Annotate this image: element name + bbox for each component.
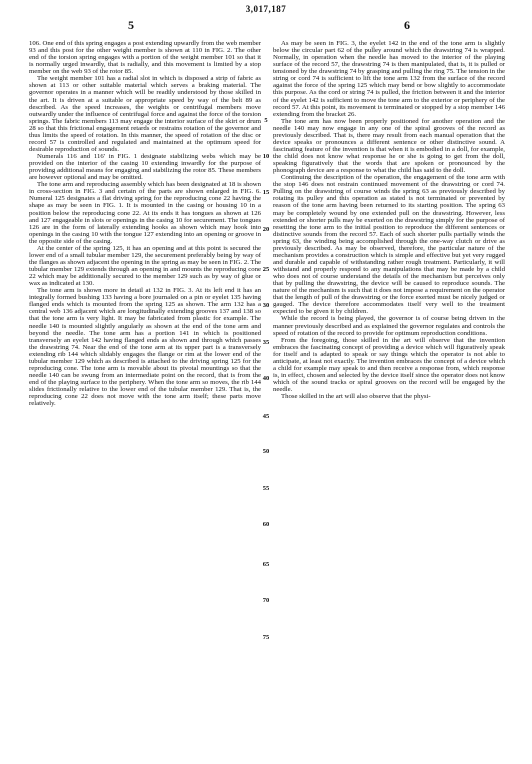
patent-number: 3,017,187 [245,4,287,14]
paragraph: While the record is being played, the governor is of course being driven in the manner previously described and as explained the governor regulates and controls the speed of rotation of the record to provide for optimum reproduction conditions. [273,315,505,337]
paragraph: Numerals 116 and 116' in FIG. 1 designate stabilizing webs which may be provided on the interior of the casing 10 extending inwardly for the purpose of providing additional means for engaging and stabilizing the rotor 85. These members are however optional and may be omitted. [29,153,261,182]
line-number: 60 [262,521,270,528]
paragraph: 106. One end of this spring engages a post extending upwardly from the web member 93 and this post for the other weight member is shown at 110 in FIG. 2. The other end of the torsion spring engages with a portion of the weight member 101 so that it is normally urged inwardly, that is radially, and this movement is limited by a stop member on the web 93 of the rotor 85. [29,40,261,76]
line-number: 15 [262,189,270,196]
paragraph: From the foregoing, those skilled in the art will observe that the invention embraces the fascinating concept of providing a device which will figuratively speak for itself and is adapted to speak or say things which the operator is not able to anticipate, at least not exactly. The invention embraces the concept of a device which a child for example may speak to and then receive a response from, which response is, in effect, chosen and selected by the device itself since the operator does not know which of the sound tracks or spiral grooves on the record will be engaged by the needle. [273,336,505,394]
left-text-column [29,40,261,758]
paragraph: The weight member 101 has a radial slot in which is disposed a strip of fabric as shown at 113 or other suitable material which serves a braking material. The governor operates in a manner which will be readily understood by those skilled in the art. It is driven at a suitable or appropriate speed by way of the belt 89 as described. As the speed increases, the weights or centrifugal members move outwardly under the influence of centrifugal force and against the force of the torsion springs. The fabric members 113 may engage the interior surface of the skirt or drum 28 so that this frictional engagement retards or restrains rotation of the governor and thus limits the speed of rotation. In this manner, the speed of rotation of the disc or record 57 is controlled and regulated and maintained at the optimum speed for desirable reproduction of sounds. [29,75,261,153]
right-text-column [273,40,505,758]
line-number: 25 [262,266,270,273]
line-number-gutter [260,40,272,758]
line-number: 40 [262,375,270,382]
line-number: 35 [262,339,270,346]
paragraph: At the center of the spring 125, it has an opening and at this point is secured the lower end of a small tubular member 129, the securement preferably being by way of the flanges as shown adjacent the opening in the spring as may be seen in FIG. 2. The tubular member 129 extends through an opening in and mounts the reproducing cone 22 which may be additionally secured to the member 129 such as by way of glue or wax as indicated at 130. [29,244,261,288]
page-header [0,4,532,38]
line-number: 65 [262,561,270,568]
line-number: 20 [262,226,270,233]
line-number: 30 [262,302,270,309]
line-number: 75 [262,634,270,641]
line-number: 55 [262,485,270,492]
paragraph: Continuing the description of the operation, the engagement of the tone arm with the stop 146 does not restrain continued movement of the drawstring or cord 74. Pulling on the drawstring of course winds the spring 63 as previously described by rotating its pulley and this operation as stated is not terminated or prevented by reason of the tone arm having been returned to its starting position. The spring 63 may be completely wound by one extended pull on the drawstring. However, less extended or shorter pulls may be exerted on the drawstring simply for the purpose of resetting the tone arm to the initial position to reproduce the different sentences or distinctive sounds from the record 57. Each of such shorter pulls partially winds the spring 63, the winding being accomplished through the one-way clutch or drive as previously described. As may be observed, therefore, the particular nature of the mechanism provides a construction which is simple and effective but yet very rugged and durable and capable of withstanding rather rough treatment. Particularly, it will withstand and properly respond to any manipulations that may be made by a child who does not of course understand the details of the mechanism but perceives only that by pulling the drawstring, the device will be caused to reproduce sounds. The nature of the mechanism is such that it does not impose a requirement on the operator that the length of pull of the drawstring or the force exerted must be nicely judged or gauged. The device therefore accommodates itself very well to the treatment expected to be given it by children. [273,174,505,316]
paragraph: As may be seen in FIG. 3, the eyelet 142 in the end of the tone arm is slightly below the circular part 62 of the pulley around which the drawstring 74 is wrapped. Normally, in operation when the needle has moved to the interior of the playing surface of the record 57, the drawstring 74 is then manipulated, that is, it is pulled or tensioned by the drawstring 74 by grasping and pulling the ring 75. The tension in the string or cord 74 is sufficient to lift the tone arm 132 from the surface of the record against the force of the spring 125 which may bend or bow slightly to accommodate this purpose. As the cord or string 74 is pulled, the friction between it and the interior of the eyelet 142 is sufficient to move the tone arm to the exterior or periphery of the record 57. At this point, its movement is terminated or stopped by a stop member 146 extending from the bracket 26. [273,40,505,118]
paragraph: The tone arm is shown more in detail at 132 in FIG. 3. At its left end it has an integrally formed bushing 133 having a bore journaled on a pin or eyelet 135 having flanged ends which is mounted from the spring 125 as shown. The arm 132 has a central web 136 adjacent which are longitudinally extending grooves 137 and 138 so that the tone arm is very light. It may be fabricated from plastic for example. The needle 140 is mounted slightly angularly as shown at the end of the tone arm and beyond the needle. The tone arm has a portion 141 in which is positioned transversely an eyelet 142 having flanged ends as shown and through which passes the drawstring 74. Near the end of the tone arm at its upper part is a transversely extending rib 144 which slidably engages the flange or rim at the lower end of the tubular member 129 which as described is attached to the driving spring 125 for the reproducing cone. The tone arm is movable about its pivotal mountings so that the needle 140 can be swung from an intermediate point on the record, that is from the end of the playing surface to the periphery. When the tone arm so moves, the rib 144 slides frictionally relative to the lower end of the tubular member 129. That is, the reproducing cone 22 does not move with the tone arm itself; these parts move relatively. [29,287,261,408]
line-number: 45 [262,413,270,420]
paragraph: The tone arm and reproducing assembly which has been designated at 18 is shown in cross-section in FIG. 3 and certain of the parts are shown enlarged in FIG. 6. Numeral 125 designates a flat driving spring for the reproducing cone 22 having the shape as may be seen in FIG. 1. It is mounted in the casing or housing 10 in a position below the reproducing cone 22. At its ends it has tongues as shown at 126 and 127 engageable in slots or openings in the casing 10 for securement. The tongues 126 are in the form of laterally extending hooks as shown which may hook into openings in the casing 10 with the tongue 127 extending into an opening or groove in the opposite side of the casing. [29,181,261,245]
line-number: 50 [262,448,270,455]
paragraph: The tone arm has now been properly positioned for another operation and the needle 140 may now engage in any one of the spiral grooves of the record as previously described. That is, there may result from each manual operation that the device speaks or pronounces a different sentence or other distinctive sound. A fascinating feature of the invention is that when it is embodied in a doll, for example, the child does not know what response he or she is going to get from the doll, speaking figuratively that the words that are spoken or pronounced by the phonograph device are a response to what the child has said to the doll. [273,117,505,175]
line-number: 5 [264,117,268,124]
line-number: 10 [262,153,270,160]
left-column-number: 5 [128,18,134,32]
right-column-number: 6 [404,18,410,32]
line-number: 70 [262,597,270,604]
paragraph: Those skilled in the art will also observe that the physi- [281,393,431,401]
